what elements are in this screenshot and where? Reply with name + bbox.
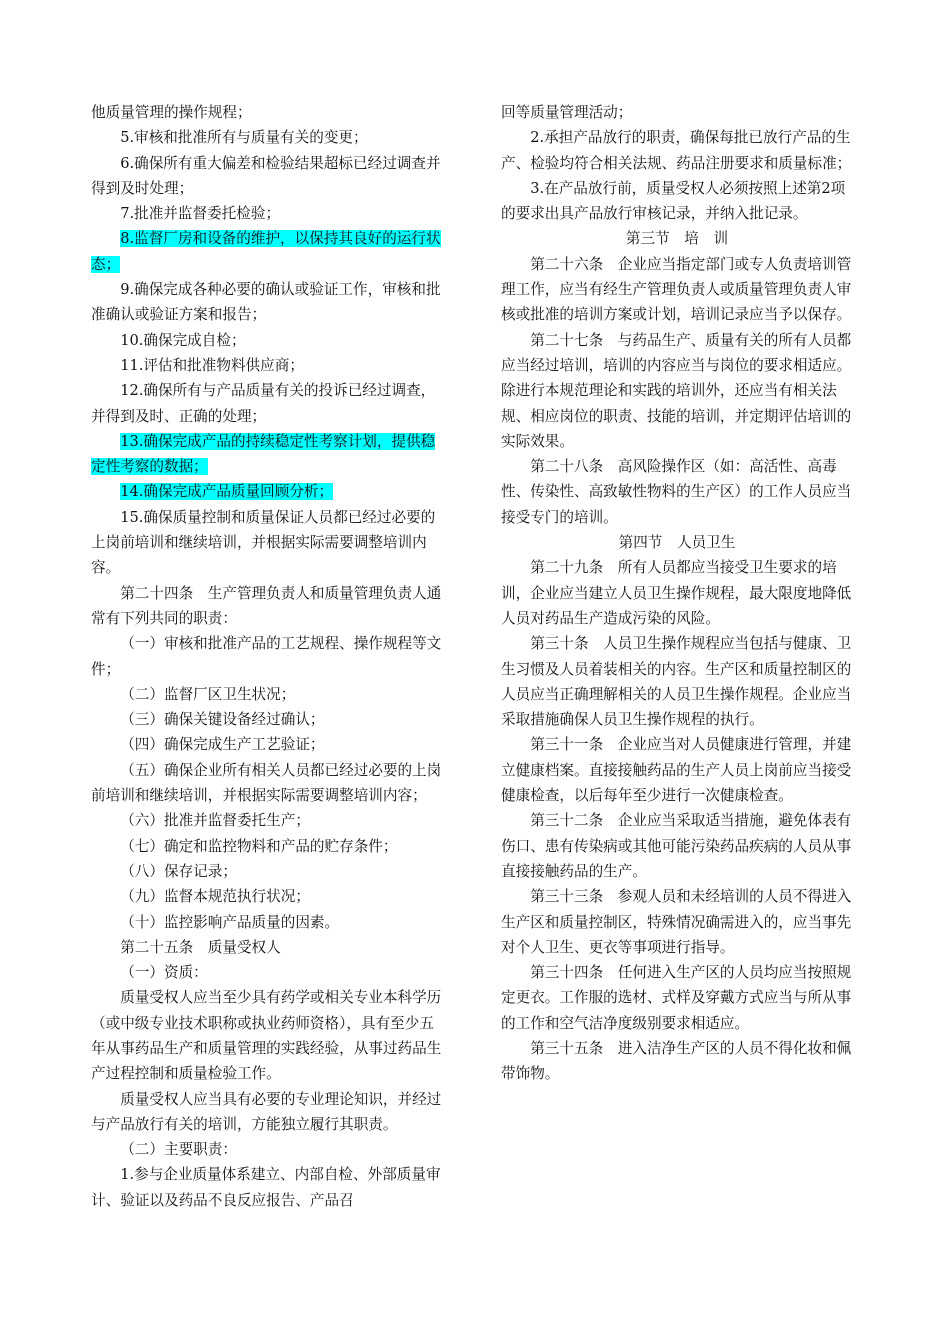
paragraph (501, 454, 853, 530)
paragraph-text: 第二十六条 企业应当指定部门或专人负责培训管理工作，应当有经生产管理负责人或质量管理负责人审核或批准的培训方案或计划，培训记录应当予以保存。 (501, 255, 852, 324)
paragraph-text: 第二十九条 所有人员都应当接受卫生要求的培训，企业应当建立人员卫生操作规程，最大限度地降低人员对药品生产造成污染的风险。 (501, 559, 852, 627)
paragraph-text: 第二十八条 高风险操作区（如：高活性、高毒性、传染性、高致敏性物料的生产区）的工作人员应当接受专门的培训。 (501, 458, 852, 526)
paragraph (501, 884, 853, 960)
paragraph (91, 125, 443, 150)
paragraph (91, 935, 443, 960)
paragraph-text: 10.确保完成自检； (120, 331, 246, 349)
paragraph-text: 11.评估和批准物料供应商； (120, 356, 304, 374)
paragraph-text: （二）监督厂区卫生状况； (120, 685, 296, 703)
section-heading (501, 226, 853, 251)
paragraph-text: 1.参与企业质量体系建立、内部自检、外部质量审计、验证以及药品不良反应报告、产品召 (91, 1166, 441, 1209)
paragraph-text: （六）批准并监督委托生产； (120, 812, 310, 830)
paragraph-text: 3.在产品放行前，质量受权人必须按照上述第2项的要求出具产品放行审核记录，并纳入批记录。 (501, 179, 846, 223)
paragraph-text: 15.确保质量控制和质量保证人员都已经过必要的上岗前培训和继续培训，并根据实际需要调整培训内容。 (91, 508, 436, 577)
paragraph (91, 378, 443, 429)
paragraph (501, 808, 853, 884)
paragraph (501, 125, 853, 176)
paragraph (91, 884, 443, 909)
paragraph-text: 第二十七条 与药品生产、质量有关的所有人员都应当经过培训，培训的内容应当与岗位的要求相适应。除进行本规范理论和实践的培训外，还应当有相关法规、相应岗位的职责、技能的培训，并定期评估培训的实际效果。 (501, 331, 852, 450)
paragraph (91, 859, 443, 884)
paragraph (91, 151, 443, 202)
paragraph (501, 176, 853, 227)
paragraph (91, 682, 443, 707)
paragraph (91, 834, 443, 859)
paragraph (91, 100, 443, 125)
paragraph-text: 第三节 培 训 (625, 230, 729, 248)
paragraph (501, 328, 853, 454)
paragraph-text: 6.确保所有重大偏差和检验结果超标已经过调查并得到及时处理； (91, 154, 441, 197)
paragraph (501, 252, 853, 328)
paragraph-text: 第三十二条 企业应当采取适当措施，避免体表有伤口、患有传染病或其他可能污染药品疾病的人员从事直接接触药品的生产。 (501, 812, 852, 880)
paragraph (91, 985, 443, 1086)
paragraph-text: 回等质量管理活动； (501, 104, 633, 121)
paragraph-text: 12.确保所有与产品质量有关的投诉已经过调查，并得到及时、正确的处理； (91, 382, 436, 425)
paragraph (91, 758, 443, 809)
section-heading (501, 530, 853, 555)
paragraph (501, 1036, 853, 1087)
paragraph (91, 201, 443, 226)
paragraph (91, 581, 443, 632)
paragraph-text: 第四节 人员卫生 (618, 534, 736, 552)
paragraph (91, 353, 443, 378)
paragraph (501, 631, 853, 732)
paragraph (91, 226, 443, 277)
paragraph-text: 2.承担产品放行的职责，确保每批已放行产品的生产、检验均符合相关法规、药品注册要求和质量标准； (501, 129, 852, 172)
paragraph (91, 732, 443, 757)
paragraph (91, 1162, 443, 1213)
paragraph-text: 第二十四条 生产管理负责人和质量管理负责人通常有下列共同的职责： (91, 584, 442, 627)
paragraph-text: 第三十四条 任何进入生产区的人员均应当按照规定更衣。工作服的选材、式样及穿戴方式应当与所从事的工作和空气洁净度级别要求相适应。 (501, 964, 852, 1032)
paragraph-text: （一）审核和批准产品的工艺规程、操作规程等文件； (91, 635, 442, 678)
paragraph (91, 505, 443, 581)
paragraph (91, 910, 443, 935)
paragraph-text: 9.确保完成各种必要的确认或验证工作，审核和批准确认或验证方案和报告； (91, 281, 441, 324)
paragraph-text: （四）确保完成生产工艺验证； (120, 736, 325, 754)
paragraph-text: （七）确定和监控物料和产品的贮存条件； (120, 837, 398, 855)
paragraph (91, 631, 443, 682)
highlighted-text: 14.确保完成产品质量回顾分析； (120, 483, 334, 501)
paragraph (91, 707, 443, 732)
paragraph-text: 5.审核和批准所有与质量有关的变更； (120, 129, 368, 147)
right-column (501, 100, 853, 1087)
paragraph-text: （五）确保企业所有相关人员都已经过必要的上岗前培训和继续培训，并根据实际需要调整培训内容； (91, 761, 442, 805)
paragraph (501, 555, 853, 631)
paragraph-text: （八）保存记录； (120, 862, 237, 880)
paragraph (91, 429, 443, 480)
paragraph (501, 100, 853, 125)
paragraph (91, 1137, 443, 1162)
paragraph-text: 他质量管理的操作规程； (91, 104, 252, 121)
left-column (91, 100, 443, 1213)
paragraph (501, 732, 853, 808)
highlighted-text: 8.监督厂房和设备的维护，以保持其良好的运行状态； (91, 230, 441, 273)
paragraph-text: （三）确保关键设备经过确认； (120, 711, 325, 729)
paragraph-text: 第二十五条 质量受权人 (120, 938, 281, 956)
paragraph-text: 第三十三条 参观人员和未经培训的人员不得进入生产区和质量控制区，特殊情况确需进入的，应当事先对个人卫生、更衣等事项进行指导。 (501, 888, 852, 956)
paragraph-text: （十）监控影响产品质量的因素。 (120, 913, 340, 931)
paragraph-text: （九）监督本规范执行状况； (120, 888, 310, 906)
paragraph-text: 第三十条 人员卫生操作规程应当包括与健康、卫生习惯及人员着装相关的内容。生产区和质量控制区的人员应当正确理解相关的人员卫生操作规程。企业应当采取措施确保人员卫生操作规程的执行。 (501, 635, 852, 729)
paragraph (91, 479, 443, 504)
paragraph-text: （一）资质： (120, 964, 208, 982)
paragraph (91, 808, 443, 833)
paragraph (91, 960, 443, 985)
paragraph-text: 7.批准并监督委托检验； (120, 205, 281, 223)
paragraph (501, 960, 853, 1036)
paragraph-text: （二）主要职责： (120, 1141, 237, 1159)
paragraph (91, 328, 443, 353)
paragraph (91, 277, 443, 328)
highlighted-text: 13.确保完成产品的持续稳定性考察计划，提供稳定性考察的数据； (91, 432, 436, 476)
paragraph (91, 1087, 443, 1138)
paragraph-text: 第三十五条 进入洁净生产区的人员不得化妆和佩带饰物。 (501, 1039, 852, 1083)
paragraph-text: 质量受权人应当至少具有药学或相关专业本科学历（或中级专业技术职称或执业药师资格），具有至少五年从事药品生产和质量管理的实践经验，从事过药品生产过程控制和质量检验工作。 (91, 989, 442, 1083)
paragraph-text: 质量受权人应当具有必要的专业理论知识，并经过与产品放行有关的培训，方能独立履行其职责。 (91, 1090, 442, 1133)
paragraph-text: 第三十一条 企业应当对人员健康进行管理，并建立健康档案。直接接触药品的生产人员上岗前应当接受健康检查，以后每年至少进行一次健康检查。 (501, 736, 852, 805)
